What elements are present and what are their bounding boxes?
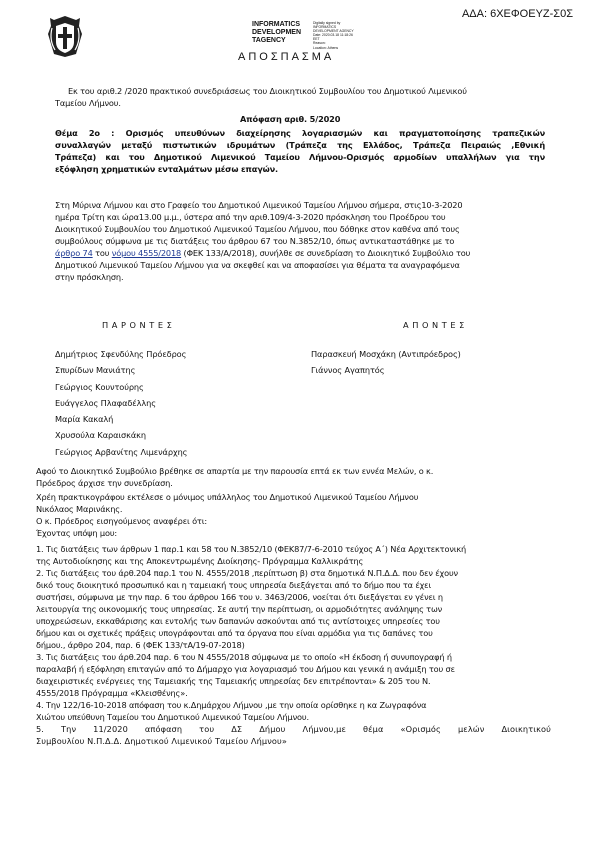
consideration-item-4 — [36, 699, 551, 723]
digital-signature-details — [313, 21, 354, 50]
signature-detail-line: Digitally signed by — [313, 21, 341, 25]
present-member: Γεώργιος Αρβανίτης Λιμενάρχης — [55, 446, 188, 457]
present-member: Σπυρίδων Μανιάτης — [55, 365, 136, 376]
item-line: 2. Τις διατάξεις του άρθ.204 παρ.1 του Ν. 4555/2018 ,περίπτωση β) στα δημοτικά Ν.Π.Δ.Δ. που δεν έχουν — [36, 568, 458, 578]
present-member: Δημήτριος Σφενδύλης Πρόεδρος — [55, 349, 187, 359]
consideration-item-2 — [36, 567, 551, 651]
item-line: υποχρεώσεων, εκκαθάρισης και εντολής των δαπανών ασκούνται από τις αντίστοιχες υπηρεσίες του — [36, 616, 440, 626]
meeting-line: Διοικητικού Συμβουλίου του Δημοτικού Λιμενικού Ταμείου Λήμνου, που δόθηκε στον καθένα από τους — [55, 224, 460, 234]
document-title: ΑΠΟΣΠΑΣΜΑ — [238, 51, 335, 63]
meeting-line: στην πρόσκληση. — [55, 272, 124, 282]
item-line: λειτουργία της οικονομικής τους υπηρεσίας. Σε αυτή την περίπτωση, οι αρμοδιότητες ανάληψης των — [36, 604, 443, 614]
meeting-line: Στη Μύρινα Λήμνου και στο Γραφείο του Δημοτικού Λιμενικού Ταμείου Λήμνου σήμερα, στις10-3-2020 — [55, 200, 463, 210]
signature-detail-line: Location: Athens — [313, 45, 339, 50]
item-line: Συμβουλίου Ν.Π.Δ.Δ. Δημοτικού Λιμενικού Ταμείου Λήμνου» — [36, 736, 287, 746]
item-line: δικό τους διοικητικό προσωπικό και η ταμειακή τους υπηρεσία διεξάγεται από το δήμο που τα έχει — [36, 580, 432, 590]
decision-number: Απόφαση αριθ. 5/2020 — [240, 114, 341, 124]
present-member: Χρυσούλα Καραισκάκη — [55, 430, 146, 441]
item-line: Χιώτου υπεύθυνη Ταμείου του Δημοτικού Λιμενικού Ταμείου Λήμνου. — [36, 712, 309, 722]
meeting-line: συμβούλους σύμφωνα με τις διατάξεις του άρθρου 67 του Ν.3852/10, όπως αντικαταστάθηκε με το — [55, 236, 455, 246]
item-line: 4555/2018 Πρόγραμμα «Κλεισθένης». — [36, 688, 188, 698]
greek-coat-of-arms-icon — [46, 14, 84, 58]
item-line: της Αυτοδιοίκησης και της Αποκεντρωμένης Διοίκησης- Πρόγραμμα Καλλικράτης — [36, 556, 364, 566]
consideration-item-5 — [36, 723, 551, 747]
considerations-list — [36, 543, 551, 747]
present-member: Γεώργιος Κουντούρης — [55, 381, 144, 392]
item-line: δήμου και οι σχετικές πράξεις υπογράφονται από τα όργανα που είναι αρμόδια για τις δαπάνες του — [36, 628, 433, 638]
consideration-item-1 — [36, 543, 551, 567]
ada-code: ΑΔΑ: 6ΧΕΦΟΕΥΖ-Σ0Σ — [461, 8, 573, 20]
quorum-line: Πρόεδρος άρχισε την συνεδρίαση. — [36, 478, 173, 488]
subject-line: Τράπεζα) και του Δημοτικού Λιμενικού Ταμείου Λήμνου-Ορισμός αρμοδίων υπαλλήλων για την — [55, 152, 545, 162]
meeting-text: του — [92, 248, 112, 258]
consideration-item-3 — [36, 651, 551, 699]
intro-line: Ταμείου Λήμνου. — [55, 98, 121, 108]
logo-line: DEVELOPMEN — [252, 29, 302, 36]
signature-detail-line: Date: 2020.03.18 11:18:26 — [313, 33, 353, 38]
present-title: Π Α Ρ Ο Ν Τ Ε Σ — [102, 320, 173, 330]
intro-line: Εκ του αριθ.2 /2020 πρακτικού συνεδριάσεως του Διοικητικού Συμβουλίου του Δημοτικού Λιμενικού — [68, 86, 467, 96]
subject-line: συναλλαγών μεταξύ πιστωτικών ιδρυμάτων (Τράπεζα της Ελλάδος, Τράπεζα Πειραιώς ,Εθνική — [55, 140, 545, 150]
present-member: Ευάγγελος Πλαφαδέλλης — [55, 397, 156, 408]
item-line: συστήσει, σύμφωνα με την παρ. 6 του άρθρου 166 του ν. 3463/2006, νοείται ότι διεξάγεται εν γένει η — [36, 592, 443, 602]
quorum-line: Έχοντας υπόψη μου: — [36, 528, 118, 538]
present-list — [55, 346, 187, 460]
absent-member: Γιάννος Αγαπητός — [311, 365, 385, 376]
decision-subject — [55, 127, 545, 175]
meeting-line-with-links — [55, 247, 547, 259]
quorum-section — [36, 465, 551, 539]
absent-member: Παρασκευή Μοσχάκη (Αντιπρόεδρος) — [311, 349, 461, 359]
item-line: 3. Τις διατάξεις του άρθ.204 παρ. 6 του Ν 4555/2018 σύμφωνα με το οποίο «Η έκδοση ή συνυπογραφή ή — [36, 652, 452, 662]
signature-detail-line: DEVELOPMENT AGENCY — [313, 29, 354, 34]
item-line: παραλαβή ή εξόφληση επιταγών από το Δήμαρχο για λογαριασμό του Δήμου και γενικά η ανάμιξη του σε — [36, 664, 455, 674]
signature-detail-line: INFORMATICS — [313, 25, 337, 30]
meeting-text: (ΦΕΚ 133/Α/2018), συνήλθε σε συνεδρίαση το Διοικητικό Συμβούλιο του — [181, 248, 471, 258]
signature-detail-line: Reason: — [313, 41, 326, 46]
absent-title: Α Π Ο Ν Τ Ε Σ — [403, 320, 465, 330]
law-4555-link[interactable]: νόμου 4555/2018 — [111, 248, 182, 258]
subject-line: Θέμα 2ο : Ορισμός υπευθύνων διαχείρησης λογαριασμών και πραγματοποίησης τραπεζικών — [55, 128, 545, 138]
absent-list — [311, 346, 461, 379]
quorum-line: Αφού το Διοικητικό Συμβούλιο βρέθηκε σε απαρτία με την παρουσία επτά εκ των εννέα Μελών, ο κ. — [36, 466, 434, 476]
item-line: διαχειριστικές ενέργειες της Ταμειακής της Ταμειακής υπηρεσίας δεν επιτρέπονται» & 205 του Ν. — [36, 676, 431, 686]
item-line: 1. Τις διατάξεις των άρθρων 1 παρ.1 και 58 του Ν.3852/10 (ΦΕΚ87/7-6-2010 τεύχος Α΄) Νέα Αρχιτεκτονική — [36, 544, 467, 554]
subject-line: εξόφληση χρηματικών ενταλμάτων μέσω επαγών. — [55, 164, 278, 174]
quorum-line: Χρέη πρακτικογράφου εκτέλεσε ο μόνιμος υπάλληλος του Δημοτικού Λιμενικού Ταμείου Λήμνου — [36, 492, 419, 502]
article-74-link[interactable]: άρθρο 74 — [55, 248, 93, 258]
logo-line: INFORMATICS — [252, 21, 301, 28]
meeting-paragraph — [55, 199, 547, 283]
meeting-line: Δημοτικού Λιμενικού Ταμείου Λήμνου για να σκεφθεί και να αποφασίσει για θέματα τα αναγραφόμενα — [55, 260, 460, 270]
quorum-line: Ο κ. Πρόεδρος εισηγούμενος αναφέρει ότι: — [36, 516, 207, 526]
item-line: δήμου., άρθρο 204, παρ. 6 (ΦΕΚ 133/τΑ/19-07-2018) — [36, 640, 245, 650]
quorum-line: Νικόλαος Μαρινάκης. — [36, 504, 123, 514]
item-line: 5. Την 11/2020 απόφαση του ΔΣ Δήμου Λήμνου,με θέμα «Ορισμός μελών Διοικητικού — [36, 724, 551, 734]
logo-line: TAGENCY — [252, 37, 286, 44]
present-member: Μαρία Κακαλή — [55, 414, 114, 425]
meeting-line: ημέρα Τρίτη και ώρα13.00 μ.μ., ύστερα από την αριθ.109/4-3-2020 πρόσκληση του Προέδρου του — [55, 212, 446, 222]
item-line: 4. Την 122/16-10-2018 απόφαση του κ.Δημάρχου Λήμνου ,με την οποία ορίσθηκε η κα Ζωγραφόνα — [36, 700, 427, 710]
signature-detail-line: EET — [313, 37, 320, 42]
digital-signature-logo — [252, 21, 301, 45]
